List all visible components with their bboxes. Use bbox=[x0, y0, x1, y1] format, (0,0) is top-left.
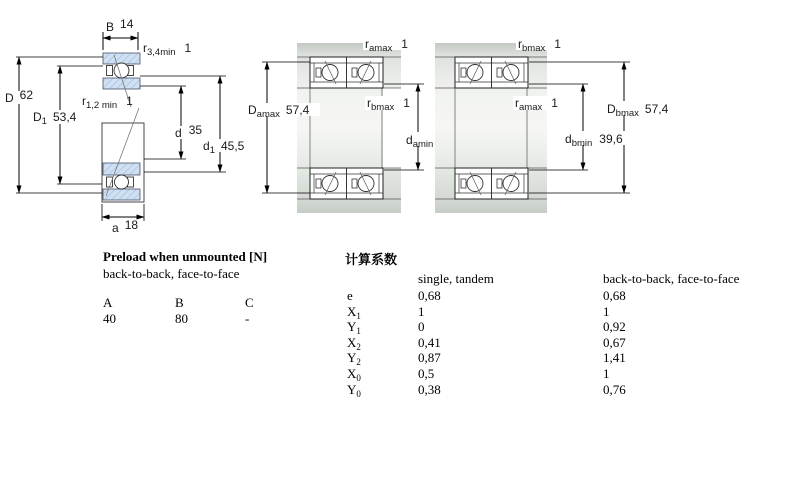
dim-r34-label: $r_{3,4min}$ 1 bbox=[143, 41, 192, 58]
bearing-pair-bottom bbox=[455, 168, 528, 199]
factor-value-b2b: 1 bbox=[603, 366, 610, 381]
dim-d1-label: $d_1$ 45,5 bbox=[203, 139, 245, 156]
factors-col-header-single-tandem: single, tandem bbox=[418, 271, 494, 286]
factor-label: $X_2$ bbox=[347, 335, 361, 352]
factor-value-b2b: 0,76 bbox=[603, 382, 626, 397]
bearing-pair-top bbox=[455, 57, 528, 88]
factor-value-b2b: 0,67 bbox=[603, 335, 626, 350]
factor-value-b2b: 0,92 bbox=[603, 319, 626, 334]
dim-rbmax-label: $r_{bmax}$ 1 bbox=[367, 96, 410, 113]
factor-value-single: 0,68 bbox=[418, 288, 441, 303]
factor-value-single: 0,5 bbox=[418, 366, 435, 381]
factor-value-single: 0,38 bbox=[418, 382, 441, 397]
factor-label: $Y_0$ bbox=[347, 382, 361, 399]
preload-subtitle: back-to-back, face-to-face bbox=[103, 266, 240, 281]
bearing-pair-bottom bbox=[310, 168, 383, 199]
factor-value-b2b: 1,41 bbox=[603, 350, 626, 365]
dim-Damax-label: $D_{amax}$ 57,4 bbox=[248, 103, 310, 120]
factor-value-single: 0,87 bbox=[418, 350, 441, 365]
factor-value-single: 0,41 bbox=[418, 335, 441, 350]
factors-title: 计算系数 bbox=[345, 252, 398, 267]
dim-ramax-label: $r_{amax}$ 1 bbox=[515, 96, 558, 113]
dim-d-label: d 35 bbox=[175, 123, 203, 140]
dim-damin-label: $d_{amin}$ bbox=[406, 133, 434, 150]
bearing-cross-section-drawing bbox=[102, 53, 144, 202]
bearing-pair-top bbox=[310, 57, 383, 88]
preload-value-C: - bbox=[245, 311, 250, 326]
dim-a-label: a 18 bbox=[112, 218, 139, 235]
calculation-factors-table bbox=[345, 249, 765, 409]
preload-table bbox=[103, 249, 333, 339]
factor-value-single: 0 bbox=[418, 319, 425, 334]
factor-label: e bbox=[347, 288, 353, 303]
factor-label: $X_1$ bbox=[347, 304, 361, 321]
dim-dbmin-label: $d_{bmin}$ 39,6 bbox=[565, 132, 623, 149]
preload-value-A: 40 bbox=[103, 311, 116, 326]
dim-Dbmax-label: $D_{bmax}$ 57,4 bbox=[607, 102, 669, 119]
factor-value-single: 1 bbox=[418, 304, 425, 319]
technical-drawings bbox=[0, 0, 800, 245]
preload-header-C: C bbox=[245, 295, 254, 310]
factor-value-b2b: 1 bbox=[603, 304, 610, 319]
dim-r12-label: $r_{1,2 min}$ 1 bbox=[82, 94, 133, 111]
dim-D-label: D 62 bbox=[5, 88, 34, 105]
dim-rbmax-label: $r_{bmax}$ 1 bbox=[518, 37, 561, 54]
factor-value-b2b: 0,68 bbox=[603, 288, 626, 303]
preload-header-A: A bbox=[103, 295, 113, 310]
preload-title: Preload when unmounted [N] bbox=[103, 249, 268, 264]
preload-value-B: 80 bbox=[175, 311, 188, 326]
dim-ramax-label: $r_{amax}$ 1 bbox=[365, 37, 408, 54]
factors-col-header-back-to-back: back-to-back, face-to-face bbox=[603, 271, 740, 286]
factor-label: $Y_2$ bbox=[347, 350, 361, 367]
arrangement-b-drawing bbox=[435, 37, 671, 213]
preload-header-B: B bbox=[175, 295, 184, 310]
factor-label: $X_0$ bbox=[347, 366, 361, 383]
dim-B-label: B 14 bbox=[106, 17, 134, 34]
dim-D1-label: $D_1$ 53,4 bbox=[33, 110, 77, 127]
factor-label: $Y_1$ bbox=[347, 319, 361, 336]
